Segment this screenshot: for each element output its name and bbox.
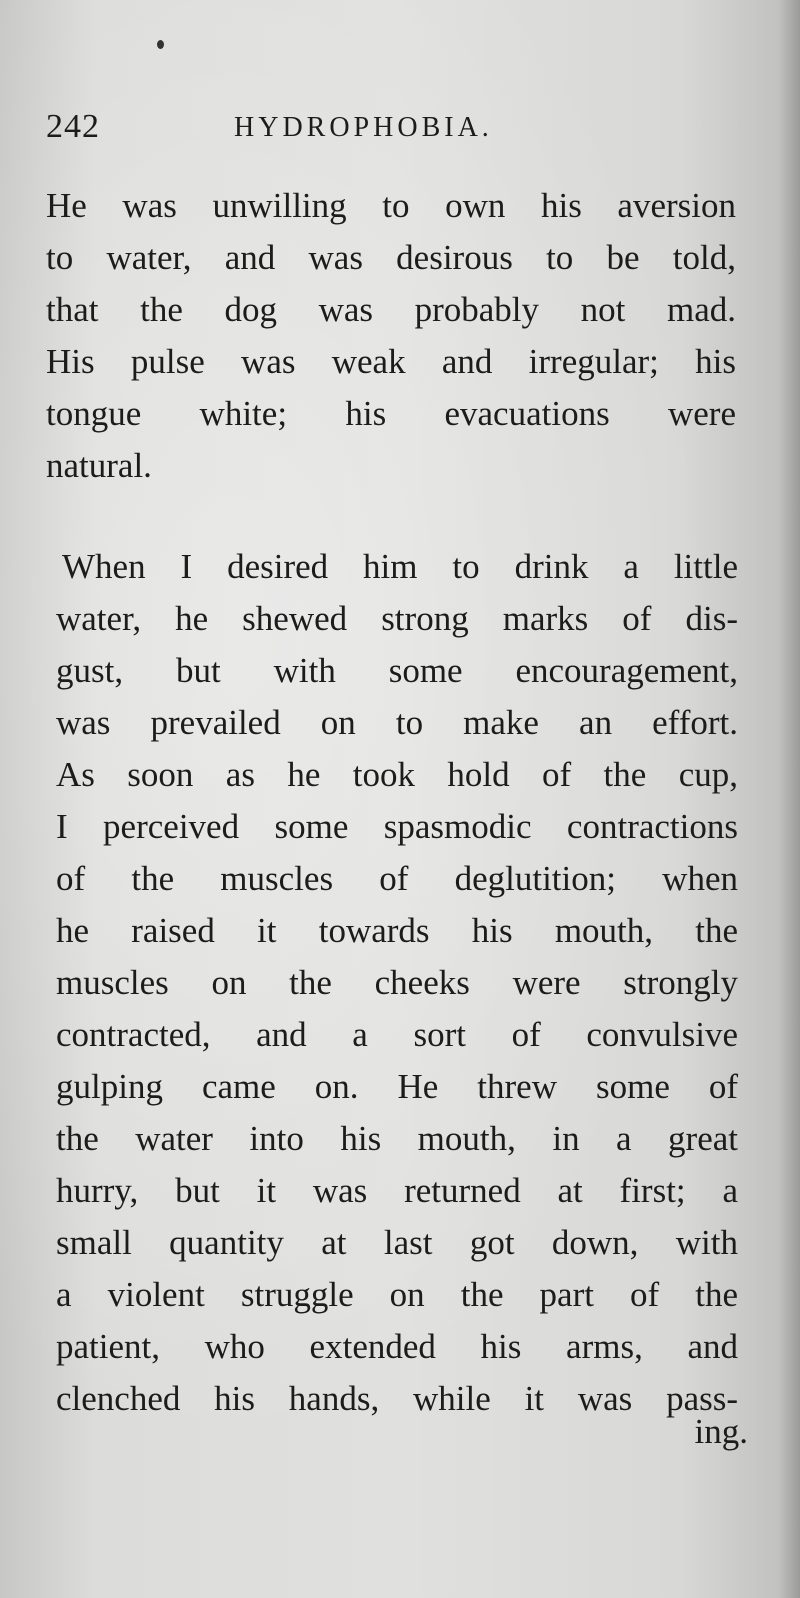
text-line: water, he shewed strong marks of dis- — [56, 599, 738, 638]
paragraph-2 — [56, 541, 738, 1425]
text-line: hurry, but it was returned at first; a — [56, 1171, 738, 1210]
text-line: muscles on the cheeks were strongly — [56, 963, 738, 1002]
text-line: small quantity at last got down, with — [56, 1223, 738, 1262]
text-line: of the muscles of deglutition; when — [56, 859, 738, 898]
text-line: gust, but with some encouragement, — [56, 651, 738, 690]
text-line: As soon as he took hold of the cup, — [56, 755, 738, 794]
ink-speck — [157, 40, 164, 49]
text-line: patient, who extended his arms, and — [56, 1327, 738, 1366]
text-line: His pulse was weak and irregular; his — [46, 342, 736, 381]
text-line: the water into his mouth, in a great — [56, 1119, 738, 1158]
text-line: contracted, and a sort of convulsive — [56, 1015, 738, 1054]
text-line: a violent struggle on the part of the — [56, 1275, 738, 1314]
page-number: 242 — [46, 108, 100, 145]
text-line: tongue white; his evacuations were — [46, 394, 736, 433]
text-line: natural. — [46, 446, 152, 485]
text-line: He was unwilling to own his aversion — [46, 186, 736, 225]
catchword: ing. — [694, 1412, 748, 1451]
text-line: to water, and was desirous to be told, — [46, 238, 736, 277]
page-header — [46, 108, 746, 158]
text-line: was prevailed on to make an effort. — [56, 703, 738, 742]
text-line: When I desired him to drink a little — [62, 547, 738, 586]
text-line: clenched his hands, while it was pass- — [56, 1379, 738, 1418]
text-line: gulping came on. He threw some of — [56, 1067, 738, 1106]
text-line: that the dog was probably not mad. — [46, 290, 736, 329]
page-edge-shadow — [778, 0, 800, 1598]
running-title: HYDROPHOBIA. — [234, 112, 493, 143]
paragraph-1 — [46, 180, 736, 492]
text-line: he raised it towards his mouth, the — [56, 911, 738, 950]
text-line: I perceived some spasmodic contractions — [56, 807, 738, 846]
